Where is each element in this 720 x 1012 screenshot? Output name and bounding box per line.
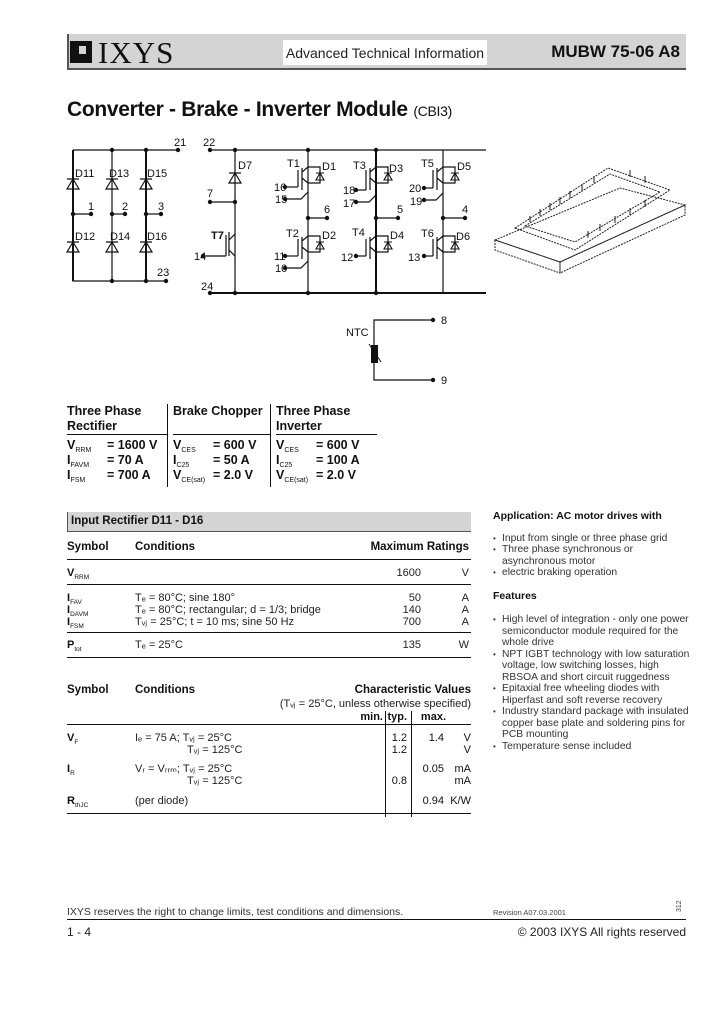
divider [67, 632, 471, 633]
subscript: FSM [70, 477, 86, 484]
table-row [67, 616, 471, 628]
header-note: (Tᵥⱼ = 25°C, unless otherwise specified) [279, 698, 471, 710]
subscript: DAVM [70, 611, 89, 618]
header-max-ratings: Maximum Ratings [370, 541, 469, 553]
svg-text:D15: D15 [147, 168, 168, 180]
symbol: I [173, 453, 177, 467]
svg-text:12: 12 [341, 252, 354, 264]
table-row [67, 567, 471, 579]
svg-text:D16: D16 [147, 231, 168, 243]
symbol: V [67, 732, 75, 744]
list-item: • Three phase synchronous or asynchronous motor [493, 544, 693, 567]
list-item: • Industry standard package with insulated copper base plate and soldering pins for PCB mounting [493, 706, 693, 741]
col-heading: Brake Chopper [173, 404, 263, 418]
svg-text:4: 4 [462, 204, 469, 216]
subscript: RRM [74, 574, 90, 581]
svg-text:24: 24 [201, 281, 214, 293]
subscript: C25 [279, 462, 293, 469]
list-item: • Input from single or three phase grid [493, 533, 693, 545]
svg-text:D2: D2 [322, 230, 337, 242]
svg-text:8: 8 [441, 315, 448, 327]
svg-text:1: 1 [88, 201, 95, 213]
brand-name: IXYS [98, 34, 175, 70]
application-section [493, 511, 693, 752]
application-list [493, 533, 693, 579]
svg-text:T3: T3 [353, 160, 366, 172]
symbol: I [67, 763, 71, 775]
svg-text:NTC: NTC [346, 327, 369, 339]
divider [67, 584, 471, 585]
svg-text:D14: D14 [110, 231, 131, 243]
condition: Tₑ = 80°C; rectangular; d = 1/3; bridge [135, 604, 321, 616]
subscript: tot [74, 646, 82, 653]
condition: Tₑ = 25°C [135, 639, 183, 651]
divider [67, 657, 471, 658]
svg-text:22: 22 [203, 137, 216, 149]
revision: Revision A07.03.2001 [493, 908, 566, 917]
svg-text:D12: D12 [75, 231, 96, 243]
value: = 1600 V [107, 438, 158, 452]
col-heading: Rectifier [67, 419, 118, 433]
header-conditions: Conditions [135, 541, 196, 553]
doc-code: 312 [676, 900, 683, 912]
subscript: F [74, 739, 79, 746]
unit: A [461, 616, 469, 628]
page-number: 1 - 4 [67, 925, 92, 939]
subscript: CES [181, 447, 196, 454]
svg-text:D5: D5 [457, 161, 472, 173]
svg-text:T2: T2 [286, 228, 299, 240]
value: = 700 A [107, 468, 151, 482]
package-drawing [490, 150, 700, 280]
col-heading: Three Phase [67, 404, 142, 418]
list-item: • NPT IGBT technology with low saturation voltage, low switching losses, high RBSOA and short circuit ruggedness [493, 649, 693, 684]
symbol: V [67, 438, 76, 452]
value: = 100 A [316, 453, 360, 467]
condition: (per diode) [135, 795, 189, 807]
summary-ratings-table [67, 404, 377, 487]
typ-value: 0.8 [391, 775, 407, 787]
condition: Tᵥⱼ = 25°C; t = 10 ms; sine 50 Hz [135, 616, 295, 628]
svg-text:23: 23 [157, 267, 170, 279]
svg-text:13: 13 [408, 252, 421, 264]
svg-text:10: 10 [275, 263, 288, 275]
svg-text:16: 16 [274, 182, 287, 194]
condition: Tₑ = 80°C; sine 180° [135, 592, 236, 604]
subscript: CES [284, 447, 299, 454]
subscript: FAV [70, 599, 82, 606]
condition: Tᵥⱼ = 125°C [187, 744, 243, 756]
value: = 600 V [213, 438, 257, 452]
svg-text:20: 20 [409, 183, 422, 195]
subscript: C25 [176, 462, 190, 469]
subscript: CE(sat) [284, 477, 309, 484]
document-status-badge: Advanced Technical Information [283, 40, 487, 65]
svg-text:D11: D11 [75, 168, 95, 180]
header-characteristic-values: Characteristic Values [354, 684, 471, 696]
value: 50 [408, 592, 421, 604]
column-divider [385, 711, 386, 817]
value: 1600 [396, 567, 421, 579]
table-row [67, 604, 471, 616]
condition: Vᵣ = Vᵣᵣₘ; Tᵥⱼ = 25°C [135, 763, 233, 775]
condition: Iₑ = 75 A; Tᵥⱼ = 25°C [135, 732, 232, 744]
summary-col-rectifier [67, 404, 167, 487]
svg-text:5: 5 [397, 204, 404, 216]
value: = 2.0 V [213, 468, 253, 482]
disclaimer: IXYS reserves the right to change limits, test conditions and dimensions. [67, 906, 404, 918]
symbol: I [67, 468, 71, 482]
list-item: • Epitaxial free wheeling diodes with Hiperfast and soft reverse recovery [493, 683, 693, 706]
subscript: FAVM [70, 462, 90, 469]
svg-text:T6: T6 [421, 228, 434, 240]
svg-text:2: 2 [122, 201, 129, 213]
max-value: 1.4 [428, 732, 444, 744]
svg-text:D6: D6 [456, 231, 471, 243]
subscript: RRM [75, 447, 92, 454]
application-title: Application: AC motor drives with [493, 510, 662, 522]
unit: V [461, 567, 469, 579]
symbol: V [276, 438, 285, 452]
symbol: I [67, 604, 71, 616]
value: = 600 V [316, 438, 360, 452]
svg-text:D1: D1 [322, 161, 337, 173]
svg-text:15: 15 [275, 194, 288, 206]
symbol: I [67, 616, 71, 628]
value: 135 [402, 639, 421, 651]
table-row [67, 639, 471, 651]
symbol: P [67, 639, 75, 651]
unit: mA [454, 775, 471, 787]
table-row [67, 592, 471, 604]
symbol: I [276, 453, 280, 467]
features-list [493, 614, 693, 752]
footer-divider [67, 919, 686, 920]
col-heading: Inverter [276, 419, 322, 433]
typ-value: 1.2 [391, 744, 407, 756]
symbol: V [67, 567, 75, 579]
svg-text:T7: T7 [211, 230, 224, 242]
list-item: • Temperature sense included [493, 741, 693, 753]
title-main: Converter - Brake - Inverter Module [67, 98, 408, 121]
svg-text:T1: T1 [287, 158, 300, 170]
symbol: I [67, 453, 71, 467]
max-value: 0.05 [422, 763, 444, 775]
value: = 50 A [213, 453, 250, 467]
svg-text:21: 21 [174, 137, 187, 149]
symbol: V [276, 468, 285, 482]
header-conditions: Conditions [135, 684, 196, 696]
unit: W [458, 639, 469, 651]
unit: A [461, 592, 469, 604]
unit: A [461, 604, 469, 616]
features-title: Features [493, 589, 537, 602]
svg-text:9: 9 [441, 375, 448, 387]
subscript: CE(sat) [181, 477, 206, 484]
typ-value: 1.2 [391, 732, 407, 744]
value: = 2.0 V [316, 468, 356, 482]
svg-text:T5: T5 [421, 158, 434, 170]
list-item: • electric braking operation [493, 567, 693, 579]
value: = 70 A [107, 453, 144, 467]
unit: K/W [450, 795, 471, 807]
summary-col-brake [167, 404, 270, 487]
summary-col-inverter [270, 404, 377, 487]
svg-text:T4: T4 [352, 227, 365, 239]
symbol: V [173, 468, 182, 482]
header-max: max. [420, 711, 446, 723]
subscript: FSM [70, 623, 84, 630]
section-title-input-rectifier: Input Rectifier D11 - D16 [67, 512, 471, 532]
list-item: • High level of integration - only one power semiconductor module required for the whole drive [493, 614, 693, 649]
svg-text:17: 17 [343, 198, 356, 210]
svg-text:D4: D4 [390, 230, 405, 242]
max-ratings-table [67, 541, 471, 658]
column-divider [411, 711, 412, 817]
svg-text:6: 6 [324, 204, 331, 216]
svg-text:D13: D13 [109, 168, 130, 180]
unit: V [463, 732, 471, 744]
value: 700 [402, 616, 421, 628]
condition: Tᵥⱼ = 125°C [187, 775, 243, 787]
svg-text:3: 3 [158, 201, 165, 213]
svg-text:7: 7 [207, 188, 214, 200]
copyright: © 2003 IXYS All rights reserved [517, 925, 686, 939]
symbol: I [67, 592, 71, 604]
unit: mA [454, 763, 471, 775]
circuit-schematic [0, 0, 490, 400]
col-heading: Three Phase [276, 404, 351, 418]
header-typ: typ. [387, 711, 407, 723]
svg-text:D7: D7 [238, 160, 253, 172]
characteristic-values-table [67, 684, 471, 814]
divider [67, 559, 471, 560]
header-min: min. [360, 711, 383, 723]
svg-text:11: 11 [274, 251, 286, 263]
unit: V [463, 744, 471, 756]
part-number: MUBW 75-06 A8 [551, 42, 680, 61]
svg-text:14: 14 [194, 251, 207, 263]
subscript: R [70, 770, 75, 777]
header-symbol: Symbol [67, 541, 109, 553]
symbol: R [67, 795, 75, 807]
title-suffix: (CBI3) [413, 103, 452, 119]
svg-text:18: 18 [343, 185, 356, 197]
max-value: 0.94 [422, 795, 444, 807]
svg-text:19: 19 [410, 196, 423, 208]
subscript: thJC [74, 802, 89, 809]
header-symbol: Symbol [67, 684, 109, 696]
symbol: V [173, 438, 182, 452]
svg-text:D3: D3 [389, 163, 404, 175]
value: 140 [402, 604, 421, 616]
